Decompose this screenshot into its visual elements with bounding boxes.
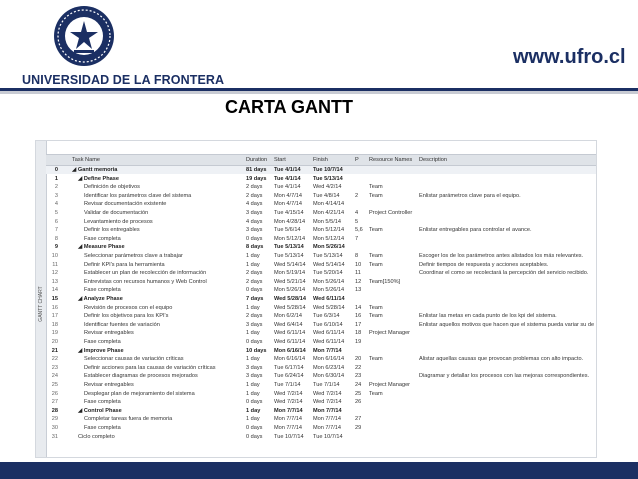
- task-name: Revisar documentación existente: [84, 201, 167, 208]
- university-logo: [52, 4, 116, 68]
- task-finish: Wed 5/28/14: [313, 304, 345, 311]
- task-start: Wed 7/2/14: [274, 390, 303, 397]
- task-name: Definir los objetivos para los KPI's: [84, 313, 169, 320]
- task-duration: 3 days: [246, 364, 263, 371]
- task-finish: Tue 10/7/14: [313, 433, 343, 440]
- task-duration: 1 day: [246, 330, 260, 337]
- task-id: 6: [54, 218, 58, 225]
- task-start: Mon 4/7/14: [274, 201, 302, 208]
- task-predecessors: 25: [355, 390, 362, 397]
- task-id: 1: [54, 175, 58, 182]
- task-finish: Tue 5/13/14: [313, 175, 343, 182]
- col-duration-header[interactable]: Duration: [246, 157, 268, 163]
- view-label: GANTT CHART: [38, 286, 44, 322]
- table-row[interactable]: [46, 175, 596, 183]
- task-name: ◢ Control Phase: [78, 407, 122, 414]
- task-duration: 19 days: [246, 175, 267, 182]
- task-id: 10: [51, 253, 58, 259]
- task-id: 8: [54, 235, 58, 242]
- task-description: Definir tiempos de respuesta y acciones aceptables.: [419, 261, 549, 268]
- task-description: Alistar aquellas causas que provocan problemas con alto impacto.: [419, 356, 584, 363]
- table-row[interactable]: [46, 424, 596, 432]
- table-row[interactable]: [46, 390, 596, 398]
- table-row[interactable]: [46, 329, 596, 337]
- slide-title: CARTA GANTT: [225, 97, 353, 117]
- task-description: Diagramar y detallar los procesos con las mejoras correspondientes.: [419, 373, 590, 380]
- task-finish: Tue 5/13/14: [313, 253, 343, 259]
- table-row[interactable]: [46, 372, 596, 380]
- task-id: 27: [51, 399, 58, 406]
- task-start: Mon 5/26/14: [274, 287, 306, 294]
- task-start: Tue 4/1/14: [274, 175, 301, 182]
- task-predecessors: 22: [355, 364, 362, 371]
- table-row[interactable]: [46, 243, 596, 251]
- task-id: 13: [51, 278, 58, 285]
- table-row[interactable]: [46, 415, 596, 423]
- task-start: Tue 7/1/14: [274, 382, 301, 388]
- table-row[interactable]: [46, 278, 596, 286]
- task-duration: 2 days: [246, 192, 263, 199]
- task-name: Fase completa: [84, 339, 121, 345]
- task-name: Definir KPI's para la herramienta: [84, 261, 165, 268]
- task-start: Mon 4/28/14: [274, 218, 306, 225]
- task-start: Wed 6/11/14: [274, 339, 306, 345]
- table-row[interactable]: [46, 381, 596, 389]
- table-row[interactable]: [46, 235, 596, 243]
- task-name: Revisar entregables: [84, 330, 134, 337]
- task-id: 20: [51, 339, 58, 345]
- task-id: 5: [54, 210, 58, 216]
- task-resource: Team: [369, 313, 383, 320]
- task-finish: Wed 4/2/14: [313, 184, 342, 191]
- task-predecessors: 29: [355, 425, 362, 431]
- task-finish: Mon 5/5/14: [313, 218, 341, 225]
- task-start: Mon 7/7/14: [274, 416, 302, 423]
- task-start: Wed 5/21/14: [274, 278, 306, 285]
- table-row[interactable]: [46, 312, 596, 320]
- task-name: Fase completa: [84, 425, 121, 431]
- task-id: 19: [51, 330, 58, 337]
- task-start: Mon 6/16/14: [274, 347, 306, 354]
- task-resource: Team: [369, 227, 383, 234]
- task-predecessors: 5,6: [355, 227, 363, 234]
- task-resource: Project Manager: [369, 330, 411, 337]
- task-duration: 3 days: [246, 373, 263, 380]
- task-start: Wed 5/28/14: [274, 296, 306, 302]
- task-resource: Team: [369, 304, 383, 311]
- task-resource: Project Controller: [369, 210, 413, 216]
- task-predecessors: 14: [355, 304, 362, 311]
- task-start: Tue 10/7/14: [274, 433, 304, 440]
- task-id: 14: [51, 287, 58, 294]
- task-finish: Mon 7/7/14: [313, 425, 341, 431]
- task-id: 21: [51, 347, 58, 354]
- table-row[interactable]: [46, 252, 596, 260]
- task-duration: 7 days: [246, 296, 264, 302]
- task-finish: Mon 5/26/14: [313, 244, 345, 251]
- task-predecessors: 19: [355, 339, 362, 345]
- table-row[interactable]: [46, 355, 596, 363]
- task-duration: 0 days: [246, 287, 263, 294]
- table-row[interactable]: [46, 321, 596, 329]
- task-start: Tue 4/1/14: [274, 184, 301, 191]
- task-start: Wed 6/11/14: [274, 330, 306, 337]
- task-id: 29: [51, 416, 58, 423]
- task-finish: Mon 4/21/14: [313, 210, 345, 216]
- task-finish: Mon 7/7/14: [313, 407, 342, 414]
- table-row[interactable]: [46, 261, 596, 269]
- task-id: 22: [51, 356, 58, 363]
- task-duration: 0 days: [246, 339, 263, 345]
- task-description: Enlistar las metas en cada punto de los kpi del sistema.: [419, 313, 557, 320]
- table-row[interactable]: [46, 183, 596, 191]
- table-row[interactable]: [46, 304, 596, 312]
- task-resource: Team: [369, 356, 383, 363]
- table-row[interactable]: [46, 209, 596, 217]
- task-predecessors: 4: [355, 210, 359, 216]
- task-duration: 3 days: [246, 210, 263, 216]
- task-start: Wed 5/14/14: [274, 261, 306, 268]
- task-id: 15: [51, 296, 58, 302]
- task-id: 7: [54, 227, 58, 234]
- task-predecessors: 26: [355, 399, 362, 406]
- task-duration: 1 day: [246, 382, 260, 388]
- task-duration: 10 days: [246, 347, 267, 354]
- task-finish: Mon 6/30/14: [313, 373, 345, 380]
- task-name: Identificar los parámetros clave del sistema: [84, 192, 192, 199]
- task-duration: 8 days: [246, 244, 264, 251]
- task-name: Definir acciones para las causas de variación críticas: [84, 364, 216, 371]
- col-start-header[interactable]: Start: [274, 157, 286, 163]
- task-duration: 2 days: [246, 278, 263, 285]
- task-finish: Tue 6/10/14: [313, 321, 343, 328]
- task-finish: Wed 6/11/14: [313, 296, 345, 302]
- task-name: Fase completa: [84, 235, 121, 242]
- task-name: Definición de objetivos: [84, 184, 140, 191]
- table-row[interactable]: [46, 433, 596, 441]
- task-finish: Mon 6/23/14: [313, 364, 345, 371]
- task-name: Entrevistas con recursos humanos y Web Control: [84, 278, 207, 285]
- task-name: ◢ Measure Phase: [78, 244, 125, 251]
- task-resource: Team: [369, 192, 383, 199]
- task-start: Tue 5/6/14: [274, 227, 301, 234]
- task-start: Mon 6/16/14: [274, 356, 306, 363]
- task-duration: 1 day: [246, 390, 260, 397]
- table-row[interactable]: [46, 226, 596, 234]
- task-name: Seleccionar causas de variación críticas: [84, 356, 184, 363]
- table-row[interactable]: [46, 407, 596, 415]
- task-predecessors: 12: [355, 278, 362, 285]
- task-id: 11: [52, 261, 58, 268]
- table-row[interactable]: [46, 166, 596, 174]
- task-name: ◢ Define Phase: [78, 175, 119, 182]
- task-duration: 81 days: [246, 167, 267, 173]
- column-header-row: [46, 154, 596, 166]
- task-predecessors: 20: [355, 356, 362, 363]
- task-resource: Team: [369, 390, 383, 397]
- footer-bar: [0, 462, 638, 479]
- task-id: 17: [51, 313, 58, 320]
- task-predecessors: 13: [355, 287, 362, 294]
- task-name: Fase completa: [84, 399, 121, 406]
- table-row[interactable]: [46, 364, 596, 372]
- task-duration: 4 days: [246, 218, 263, 225]
- task-name: Validar de documentación: [84, 210, 149, 216]
- task-id: 28: [51, 407, 58, 414]
- task-predecessors: 7: [355, 235, 359, 242]
- task-name: Definir los entregables: [84, 227, 140, 234]
- table-row[interactable]: [46, 200, 596, 208]
- task-duration: 0 days: [246, 433, 263, 440]
- task-resource: Team[150%]: [369, 278, 401, 285]
- task-start: Tue 5/13/14: [274, 244, 304, 251]
- table-row[interactable]: [46, 295, 596, 303]
- task-start: Mon 4/7/14: [274, 192, 302, 199]
- task-duration: 3 days: [246, 321, 263, 328]
- task-start: Mon 7/7/14: [274, 425, 302, 431]
- task-predecessors: 27: [355, 416, 362, 423]
- task-name: Establecer un plan de recolección de información: [84, 270, 207, 277]
- col-resource-header[interactable]: Resource Names: [369, 157, 413, 163]
- task-name: ◢ Gantt memoria: [72, 167, 118, 173]
- task-id: 3: [54, 192, 58, 199]
- table-row[interactable]: [46, 269, 596, 277]
- task-name: Revisar entregables: [84, 382, 134, 388]
- task-description: Enlistar aquellos motivos que hacen que el sistema pueda variar su de: [419, 321, 595, 328]
- table-row[interactable]: [46, 286, 596, 294]
- task-duration: 3 days: [246, 227, 263, 234]
- task-start: Tue 4/15/14: [274, 210, 304, 216]
- task-finish: Mon 5/12/14: [313, 235, 345, 242]
- task-id: 18: [51, 321, 58, 328]
- task-finish: Wed 6/11/14: [313, 330, 345, 337]
- task-finish: Mon 5/26/14: [313, 287, 345, 294]
- task-finish: Mon 7/7/14: [313, 347, 342, 354]
- task-duration: 0 days: [246, 235, 263, 242]
- task-predecessors: 18: [355, 330, 362, 337]
- task-resource: Team: [369, 184, 383, 191]
- task-duration: 2 days: [246, 270, 263, 277]
- task-name: Ciclo completo: [78, 433, 115, 440]
- task-name: Completar tareas fuera de memoria: [84, 416, 173, 423]
- task-finish: Tue 6/3/14: [313, 313, 340, 320]
- task-duration: 1 day: [246, 261, 260, 268]
- task-finish: Tue 7/1/14: [313, 382, 340, 388]
- site-url[interactable]: www.ufro.cl: [513, 46, 626, 68]
- task-resource: Team: [369, 253, 383, 259]
- task-finish: Mon 5/12/14: [313, 227, 345, 234]
- header-divider-shadow: [0, 91, 638, 94]
- task-id: 4: [54, 201, 58, 208]
- task-name: Fase completa: [84, 287, 121, 294]
- task-start: Mon 5/19/14: [274, 270, 306, 277]
- task-finish: Wed 7/2/14: [313, 390, 342, 397]
- task-description: Enlistar entregables para controlar el avance.: [419, 227, 532, 234]
- task-id: 16: [51, 304, 58, 311]
- task-duration: 0 days: [246, 425, 263, 431]
- task-predecessors: 2: [355, 192, 359, 199]
- task-finish: Tue 4/8/14: [313, 192, 340, 199]
- task-name: Seleccionar parámetros clave a trabajar: [84, 253, 183, 259]
- task-finish: Wed 7/2/14: [313, 399, 342, 406]
- task-duration: 1 day: [246, 416, 260, 423]
- task-duration: 1 day: [246, 407, 261, 414]
- task-name: Identificar fuentes de variación: [84, 321, 160, 328]
- table-row[interactable]: [46, 218, 596, 226]
- task-start: Tue 6/17/14: [274, 364, 304, 371]
- col-finish-header[interactable]: Finish: [313, 157, 328, 163]
- task-name: Revisión de procesos con el equipo: [84, 304, 173, 311]
- task-description: Coordinar el como se recolectará la percepción del servicio recibido.: [419, 270, 589, 277]
- task-duration: 2 days: [246, 313, 263, 320]
- task-name: ◢ Improve Phase: [78, 347, 124, 354]
- table-row[interactable]: [46, 398, 596, 406]
- task-finish: Wed 6/11/14: [313, 339, 345, 345]
- task-start: Wed 5/28/14: [274, 304, 306, 311]
- task-resource: Project Manager: [369, 382, 411, 388]
- col-description-header[interactable]: Description: [419, 157, 447, 163]
- task-start: Tue 6/24/14: [274, 373, 304, 380]
- task-duration: 4 days: [246, 201, 263, 208]
- task-duration: 0 days: [246, 399, 263, 406]
- task-id: 23: [51, 364, 58, 371]
- task-predecessors: 16: [355, 313, 362, 320]
- task-finish: Tue 10/7/14: [313, 167, 343, 173]
- task-id: 24: [51, 373, 58, 380]
- task-predecessors: 10: [355, 261, 362, 268]
- task-predecessors: 24: [355, 382, 362, 388]
- col-task-name-header[interactable]: Task Name: [72, 157, 100, 163]
- task-id: 9: [54, 244, 58, 251]
- task-finish: Mon 5/26/14: [313, 278, 345, 285]
- gantt-sheet: [35, 140, 597, 458]
- task-id: 2: [54, 184, 58, 191]
- task-name: Establecer diagramas de procesos mejorados: [84, 373, 198, 380]
- table-row[interactable]: [46, 347, 596, 355]
- task-id: 30: [51, 425, 58, 431]
- task-id: 12: [51, 270, 58, 277]
- task-id: 0: [54, 167, 58, 173]
- task-resource: Team: [369, 261, 383, 268]
- task-finish: Mon 6/16/14: [313, 356, 345, 363]
- task-id: 26: [51, 390, 58, 397]
- task-description: Escoger los de los parámetros antes alistados los más relevantes.: [419, 253, 584, 259]
- task-start: Wed 6/4/14: [274, 321, 303, 328]
- col-predecessors-header[interactable]: P: [355, 157, 359, 163]
- task-name: ◢ Analyze Phase: [78, 296, 123, 302]
- task-start: Tue 5/13/14: [274, 253, 304, 259]
- task-predecessors: 8: [355, 253, 359, 259]
- task-duration: 1 day: [246, 356, 260, 363]
- task-start: Mon 7/7/14: [274, 407, 303, 414]
- task-duration: 1 day: [246, 253, 260, 259]
- task-predecessors: 23: [355, 373, 362, 380]
- task-predecessors: 5: [355, 218, 359, 225]
- task-id: 31: [51, 433, 58, 440]
- task-duration: 1 day: [246, 304, 260, 311]
- task-finish: Mon 7/7/14: [313, 416, 341, 423]
- table-row[interactable]: [46, 338, 596, 346]
- task-id: 25: [51, 382, 58, 388]
- task-start: Tue 4/1/14: [274, 167, 301, 173]
- task-start: Mon 5/12/14: [274, 235, 306, 242]
- task-finish: Mon 4/14/14: [313, 201, 345, 208]
- task-description: Enlistar parámetros clave para el equipo.: [419, 192, 521, 199]
- table-row[interactable]: [46, 192, 596, 200]
- task-name: Levantamiento de procesos: [84, 218, 153, 225]
- task-name: Desplegar plan de mejoramiento del sistema: [84, 390, 195, 397]
- task-finish: Wed 5/14/14: [313, 261, 345, 268]
- task-finish: Tue 5/20/14: [313, 270, 343, 277]
- university-name: UNIVERSIDAD DE LA FRONTERA: [22, 73, 225, 87]
- task-duration: 2 days: [246, 184, 263, 191]
- task-predecessors: 11: [355, 270, 361, 277]
- task-start: Wed 7/2/14: [274, 399, 303, 406]
- task-predecessors: 17: [355, 321, 362, 328]
- task-start: Mon 6/2/14: [274, 313, 302, 320]
